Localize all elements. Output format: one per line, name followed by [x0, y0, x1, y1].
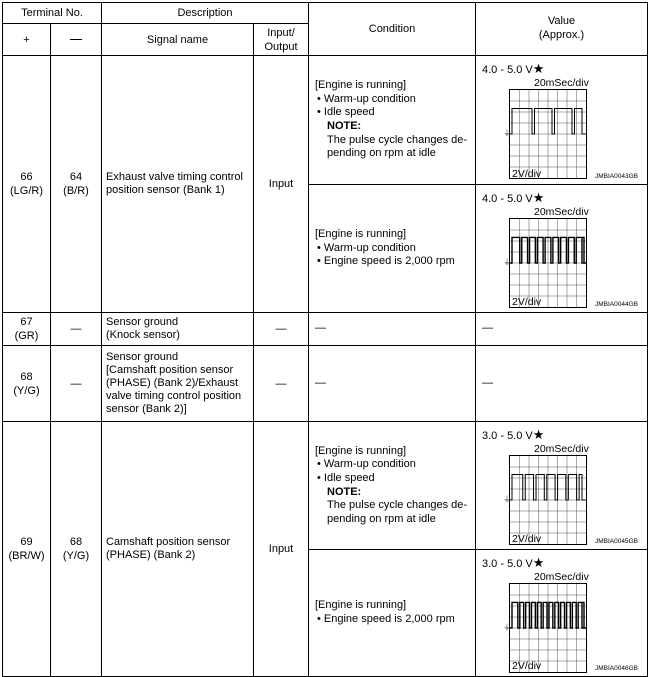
condition-bullet: • Idle speed — [317, 471, 375, 484]
terminal-number: 66 — [20, 171, 33, 183]
value-label — [482, 555, 544, 571]
row-68-plus — [3, 346, 51, 422]
header-minus — [51, 24, 102, 56]
row-67-signal — [102, 313, 254, 346]
time-div-label: 20mSec/div — [534, 206, 589, 218]
figure-code: JMBIA0046GB — [595, 665, 638, 672]
terminal-number: 64 — [69, 171, 83, 183]
oscilloscope-panel — [476, 185, 647, 312]
row-67-value: — — [476, 313, 648, 346]
row-66-signal — [102, 56, 254, 313]
terminal-number: 69 — [20, 536, 33, 548]
condition-line: [Engine is running] — [315, 599, 407, 612]
condition-bullet: • Warm-up condition — [317, 241, 416, 254]
signal-line: Exhaust valve timing control — [106, 171, 243, 183]
row-69-plus — [3, 422, 51, 677]
header-terminal-no: Terminal No. — [3, 3, 102, 24]
signal-line: position sensor (Bank 1) — [106, 184, 225, 196]
signal-line: [Camshaft position sensor — [106, 364, 234, 376]
row-67-condition: — — [309, 313, 476, 346]
value-label — [482, 427, 544, 443]
volt-div-label: 2V/div — [512, 168, 542, 180]
terminal-color: (GR) — [14, 330, 39, 342]
signal-line: Sensor ground — [106, 351, 179, 363]
row-69-signal — [102, 422, 254, 677]
row-69-condition-2 — [309, 550, 476, 677]
oscilloscope-panel — [476, 550, 647, 676]
ground-icon: ⏚ — [503, 129, 511, 138]
condition-line: [Engine is running] — [315, 444, 407, 457]
terminal-color: (BR/W) — [8, 550, 45, 562]
terminal-color: (B/R) — [63, 185, 89, 197]
value-range: 4.0 - 5.0 V — [482, 193, 533, 205]
value-label — [482, 61, 544, 77]
header-value — [476, 3, 648, 56]
signal-line: valve timing control position — [106, 390, 242, 402]
star-icon: ★ — [532, 427, 545, 442]
row-66-value-2 — [476, 185, 648, 313]
row-68-signal — [102, 346, 254, 422]
row-66-io: Input — [254, 56, 309, 313]
row-68-value: — — [476, 346, 648, 422]
signal-line: sensor (Bank 2)] — [106, 403, 187, 415]
condition-line: [Engine is running] — [315, 79, 407, 92]
ground-icon: ⏚ — [503, 623, 511, 632]
star-icon: ★ — [532, 61, 545, 76]
condition-note-text: The pulse cycle changes de- — [327, 499, 468, 512]
oscilloscope-grid — [509, 455, 587, 545]
oscilloscope-panel — [476, 422, 647, 549]
terminal-color: (Y/G) — [62, 550, 90, 562]
header-io-line2: Output — [264, 40, 298, 53]
terminal-spec-table — [2, 2, 648, 677]
star-icon: ★ — [532, 555, 545, 570]
condition-note-text: pending on rpm at idle — [327, 512, 436, 525]
time-div-label: 20mSec/div — [534, 571, 589, 583]
row-66-value-1 — [476, 56, 648, 185]
volt-div-label: 2V/div — [512, 533, 542, 545]
oscilloscope-trace — [510, 584, 586, 672]
row-66-minus — [51, 56, 102, 313]
header-plus: + — [3, 24, 51, 56]
condition-bullet: • Warm-up condition — [317, 458, 416, 471]
condition-bullet: • Engine speed is 2,000 rpm — [317, 613, 455, 625]
time-div-label: 20mSec/div — [534, 443, 589, 455]
row-67-plus — [3, 313, 51, 346]
condition-note-text: The pulse cycle changes de- — [327, 133, 468, 146]
row-68-minus: — — [51, 346, 102, 422]
terminal-color: (LG/R) — [10, 185, 43, 197]
row-68-io: — — [254, 346, 309, 422]
value-label — [482, 190, 544, 206]
row-69-value-1 — [476, 422, 648, 550]
figure-code: JMBIA0043GB — [595, 173, 638, 180]
row-69-value-2 — [476, 550, 648, 677]
signal-line: Camshaft position sensor — [106, 536, 231, 548]
header-condition: Condition — [309, 3, 476, 56]
row-67-minus: — — [51, 313, 102, 346]
condition-note-label: NOTE: — [327, 120, 362, 132]
terminal-number: 68 — [69, 536, 83, 548]
star-icon: ★ — [532, 190, 545, 205]
oscilloscope-trace — [510, 219, 586, 307]
condition-note-label: NOTE: — [327, 485, 362, 498]
header-minus-dash — [70, 39, 82, 40]
volt-div-label: 2V/div — [512, 296, 542, 308]
figure-code: JMBIA0044GB — [595, 301, 638, 308]
header-description: Description — [102, 3, 309, 24]
condition-bullet: • Warm-up condition — [317, 92, 416, 105]
figure-code: JMBIA0045GB — [595, 538, 638, 545]
row-66-condition-2 — [309, 185, 476, 313]
condition-line: [Engine is running] — [315, 228, 407, 241]
signal-line: (PHASE) (Bank 2)/Exhaust — [106, 377, 239, 389]
condition-note-text: pending on rpm at idle — [327, 147, 436, 160]
row-69-io: Input — [254, 422, 309, 677]
header-io-line1: Input/ — [267, 26, 295, 39]
header-signal-name: Signal name — [102, 24, 254, 56]
signal-line: (Knock sensor) — [106, 329, 180, 341]
value-range: 4.0 - 5.0 V — [482, 64, 533, 76]
header-value-line2: (Approx.) — [538, 29, 585, 41]
condition-bullet: • Engine speed is 2,000 rpm — [317, 255, 455, 268]
row-66-condition-1 — [309, 56, 476, 185]
row-68-condition: — — [309, 346, 476, 422]
header-input-output — [254, 24, 309, 56]
signal-line: (PHASE) (Bank 2) — [106, 549, 196, 561]
row-69-condition-1 — [309, 422, 476, 550]
oscilloscope-trace — [510, 456, 586, 544]
ground-icon: ⏚ — [503, 495, 511, 504]
value-range: 3.0 - 5.0 V — [482, 430, 533, 442]
signal-line: Sensor ground — [106, 316, 179, 328]
row-66-plus — [3, 56, 51, 313]
row-69-minus — [51, 422, 102, 677]
time-div-label: 20mSec/div — [534, 77, 589, 89]
row-67-io: — — [254, 313, 309, 346]
value-range: 3.0 - 5.0 V — [482, 558, 533, 570]
header-value-line1: Value — [547, 15, 576, 27]
oscilloscope-panel — [476, 56, 647, 184]
terminal-color: (Y/G) — [13, 384, 40, 397]
terminal-number: 67 — [20, 316, 33, 328]
terminal-number: 68 — [20, 370, 33, 383]
ground-icon: ⏚ — [503, 258, 511, 267]
oscilloscope-trace — [510, 90, 586, 178]
oscilloscope-grid — [509, 218, 587, 308]
condition-bullet: • Idle speed — [317, 106, 375, 119]
volt-div-label: 2V/div — [512, 660, 542, 672]
oscilloscope-grid — [509, 89, 587, 179]
